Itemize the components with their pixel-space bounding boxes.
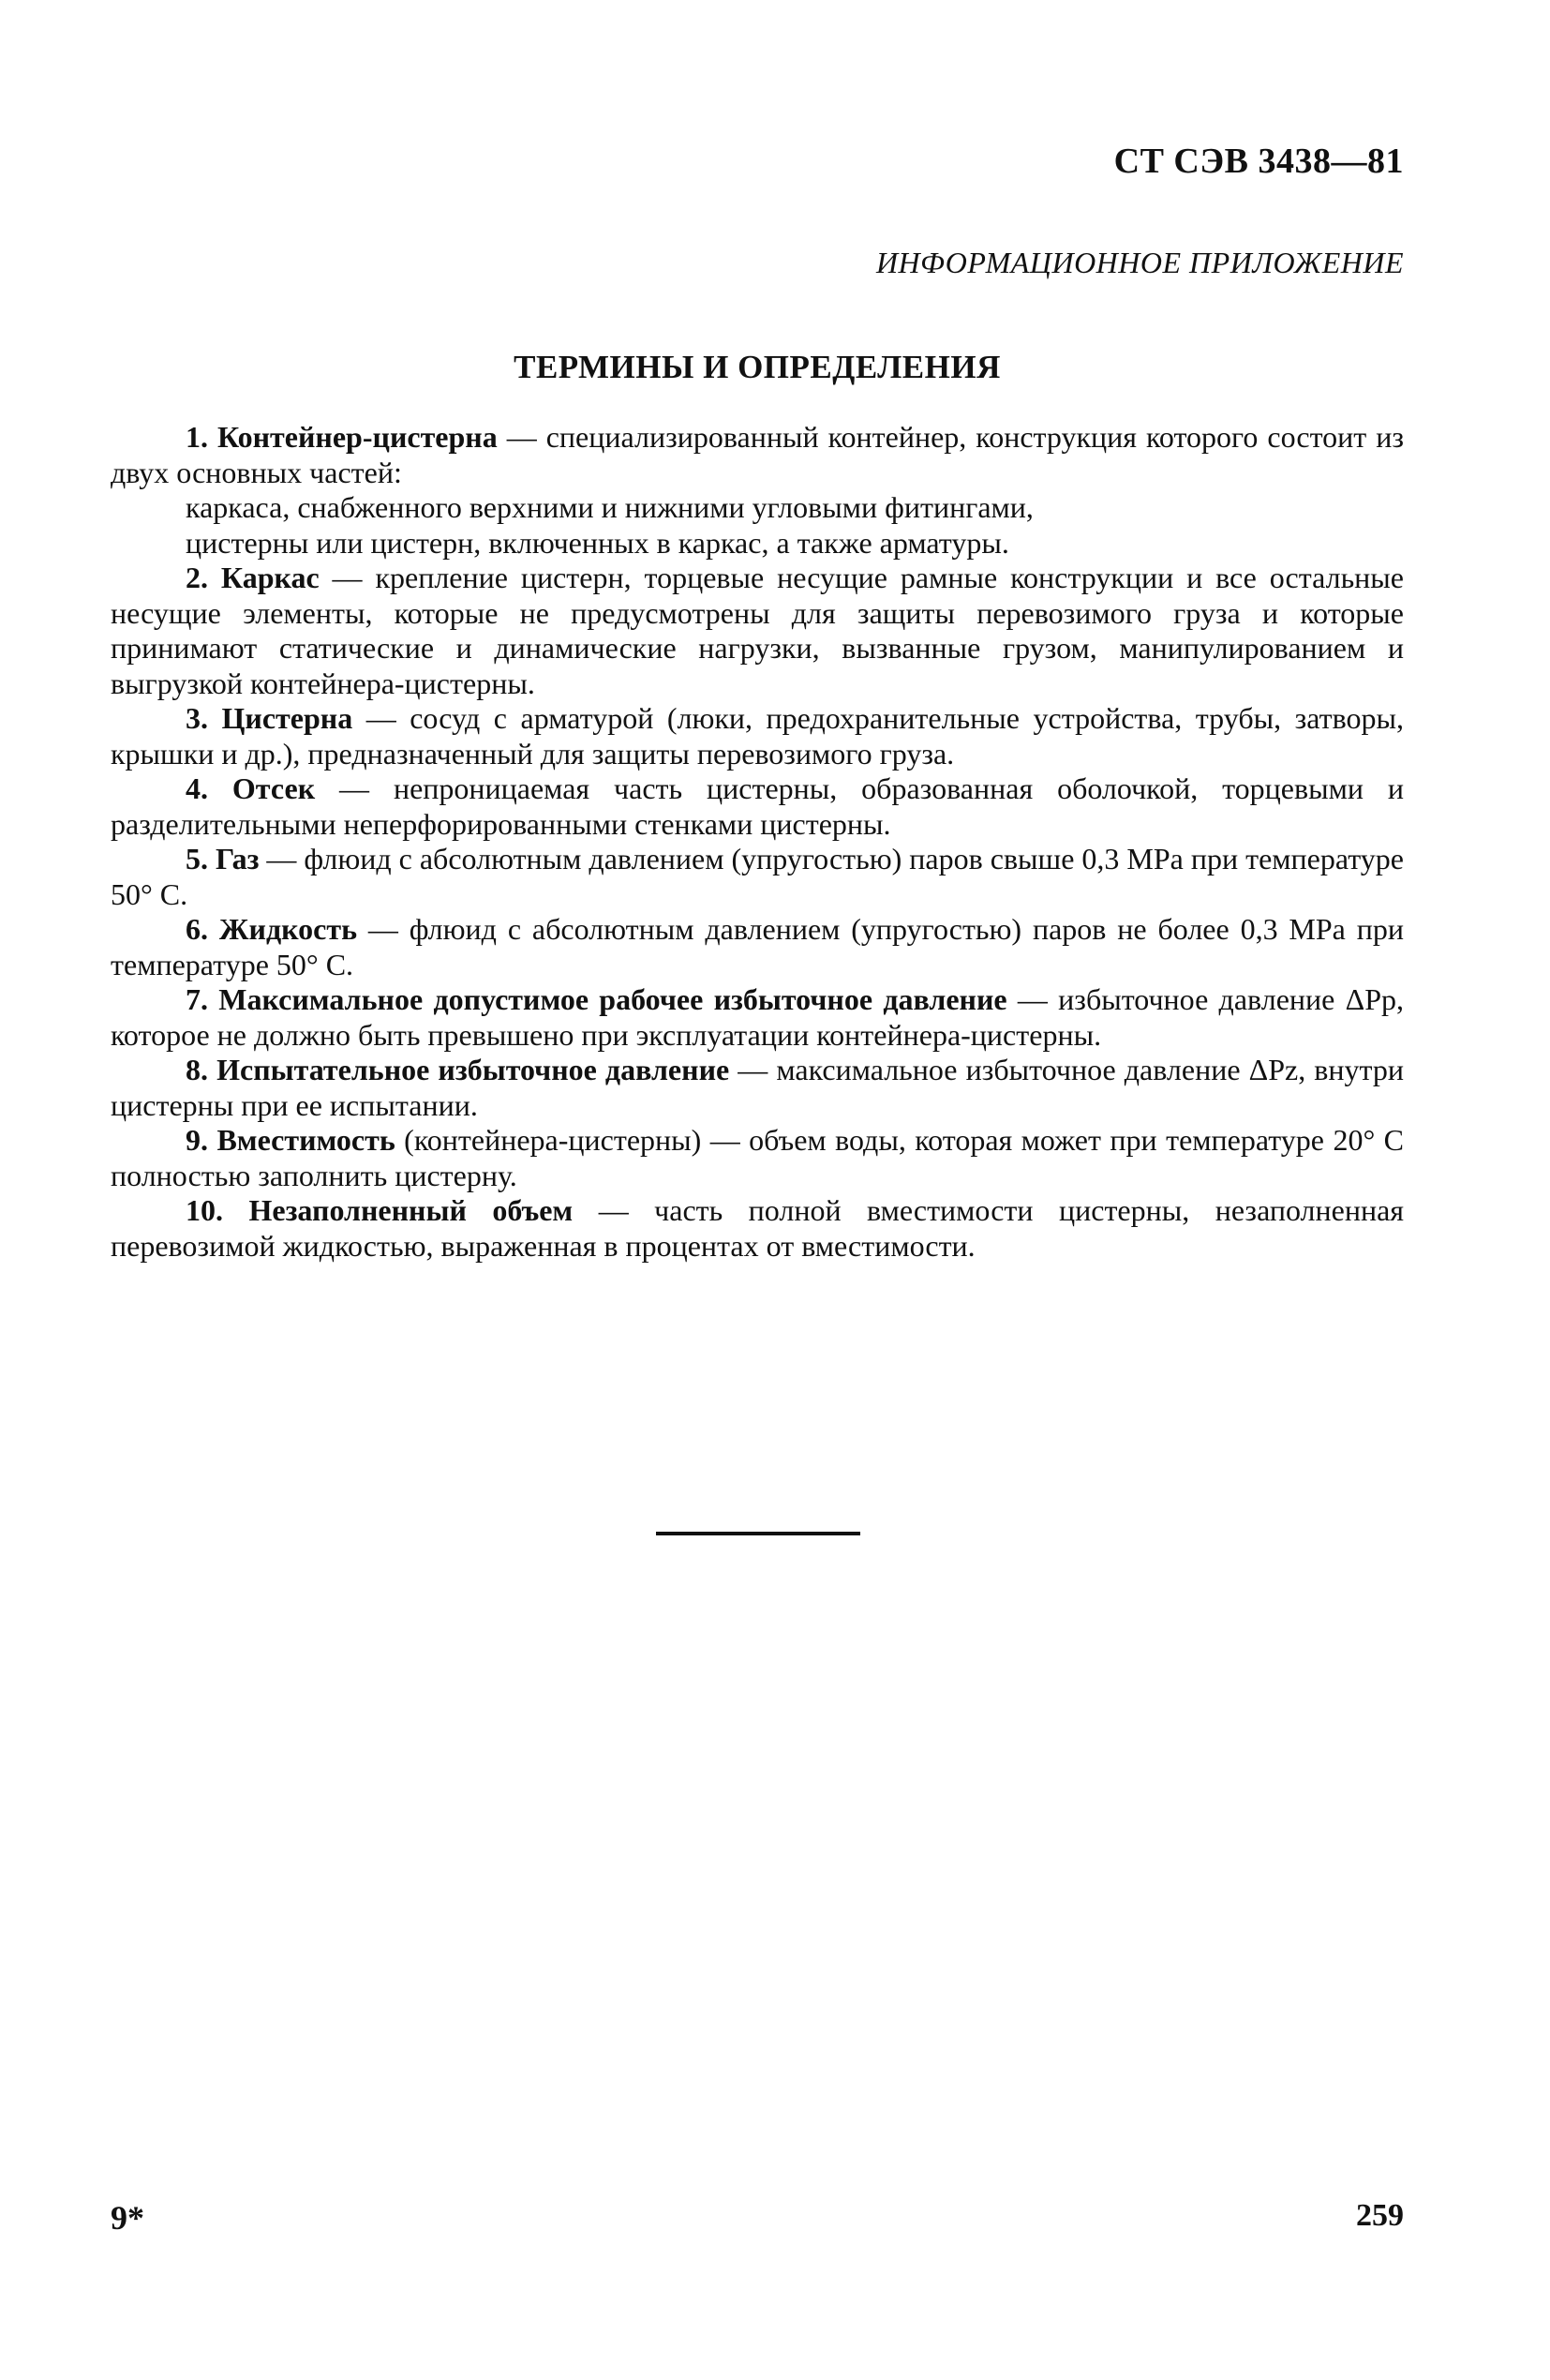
term-number: 8. <box>186 1053 208 1086</box>
term-number: 1. <box>186 420 208 454</box>
term-definition: — специализированный контейнер, конструкция которого состоит из двух основных частей: <box>111 420 1405 489</box>
term-item <box>111 561 1404 701</box>
term-item <box>111 701 1404 771</box>
term-item <box>111 842 1404 912</box>
term-definition: — непроницаемая часть цистерны, образованная оболочкой, торцевыми и разделительными неперфорированными стенками цистерны. <box>111 771 1405 841</box>
document-page <box>111 0 1404 2380</box>
term-definition: (контейнера-цистерны) — объем воды, которая может при температуре 20° С полностью заполнить цистерну. <box>111 1123 1405 1192</box>
term-name: Цистерна <box>221 701 353 735</box>
term-number: 7. <box>186 982 208 1016</box>
term-definition: — избыточное давление ΔPp, которое не должно быть превышено при эксплуатации контейнера-цистерны. <box>111 982 1405 1052</box>
terms-list <box>111 420 1404 1264</box>
term-name: Испытательное избыточное давление <box>216 1053 730 1086</box>
section-divider <box>656 1532 860 1535</box>
term-item <box>111 1053 1404 1123</box>
term-number: 2. <box>186 561 208 594</box>
term-number: 3. <box>186 701 208 735</box>
term-item <box>111 982 1404 1053</box>
term-name: Отсек <box>231 771 316 805</box>
term-definition: — часть полной вместимости цистерны, незаполненная перевозимой жидкостью, выраженная в процентах от вместимости. <box>111 1193 1405 1263</box>
term-item <box>111 1193 1404 1264</box>
signature-mark: 9* <box>111 2199 144 2237</box>
term-definition: — сосуд с арматурой (люки, предохранительные устройства, трубы, затворы, крышки и др.), предназначенный для защиты перевозимого груза. <box>111 701 1405 771</box>
term-item <box>111 912 1404 982</box>
term-number: 6. <box>186 912 208 946</box>
standard-code: СТ СЭВ 3438—81 <box>1113 142 1404 181</box>
term-definition: — флюид с абсолютным давлением (упругостью) паров не более 0,3 MPa при температуре 50° С. <box>111 912 1405 981</box>
term-name: Жидкость <box>218 912 357 946</box>
term-subitem: каркаса, снабженного верхними и нижними угловыми фитингами, <box>186 490 1034 524</box>
term-name: Вместимость <box>216 1123 395 1157</box>
appendix-label: ИНФОРМАЦИОННОЕ ПРИЛОЖЕНИЕ <box>875 246 1404 279</box>
page-title: ТЕРМИНЫ И ОПРЕДЕЛЕНИЯ <box>514 349 1001 385</box>
term-name: Максимальное допустимое рабочее избыточное давление <box>218 982 1007 1016</box>
term-subitems <box>111 490 1404 561</box>
term-number: 5. <box>186 842 208 876</box>
term-number: 4. <box>186 771 208 805</box>
term-item <box>111 771 1404 842</box>
page-number: 259 <box>1356 2198 1404 2233</box>
term-number: 9. <box>186 1123 208 1157</box>
term-name: Каркас <box>220 561 320 594</box>
term-subitem: цистерны или цистерн, включенных в каркас, а также арматуры. <box>186 525 1009 560</box>
term-item <box>111 1123 1404 1193</box>
term-definition: — крепление цистерн, торцевые несущие рамные конструкции и все остальные несущие элементы, которые не предусмотрены для защиты перевозимого груза и которые принимают статические и динамические нагрузки, вызванные грузом, манипулированием и выгрузкой контейнера-цистерны. <box>111 561 1405 700</box>
term-item <box>111 420 1404 490</box>
term-definition: — флюид с абсолютным давлением (упругостью) паров свыше 0,3 MPa при температуре 50° С. <box>111 842 1405 911</box>
term-name: Газ <box>216 842 260 876</box>
term-name: Незаполненный объем <box>248 1193 574 1227</box>
term-number: 10. <box>186 1193 223 1227</box>
term-definition: — максимальное избыточное давление ΔPz, внутри цистерны при ее испытании. <box>111 1053 1405 1122</box>
term-name: Контейнер-цистерна <box>217 420 498 454</box>
